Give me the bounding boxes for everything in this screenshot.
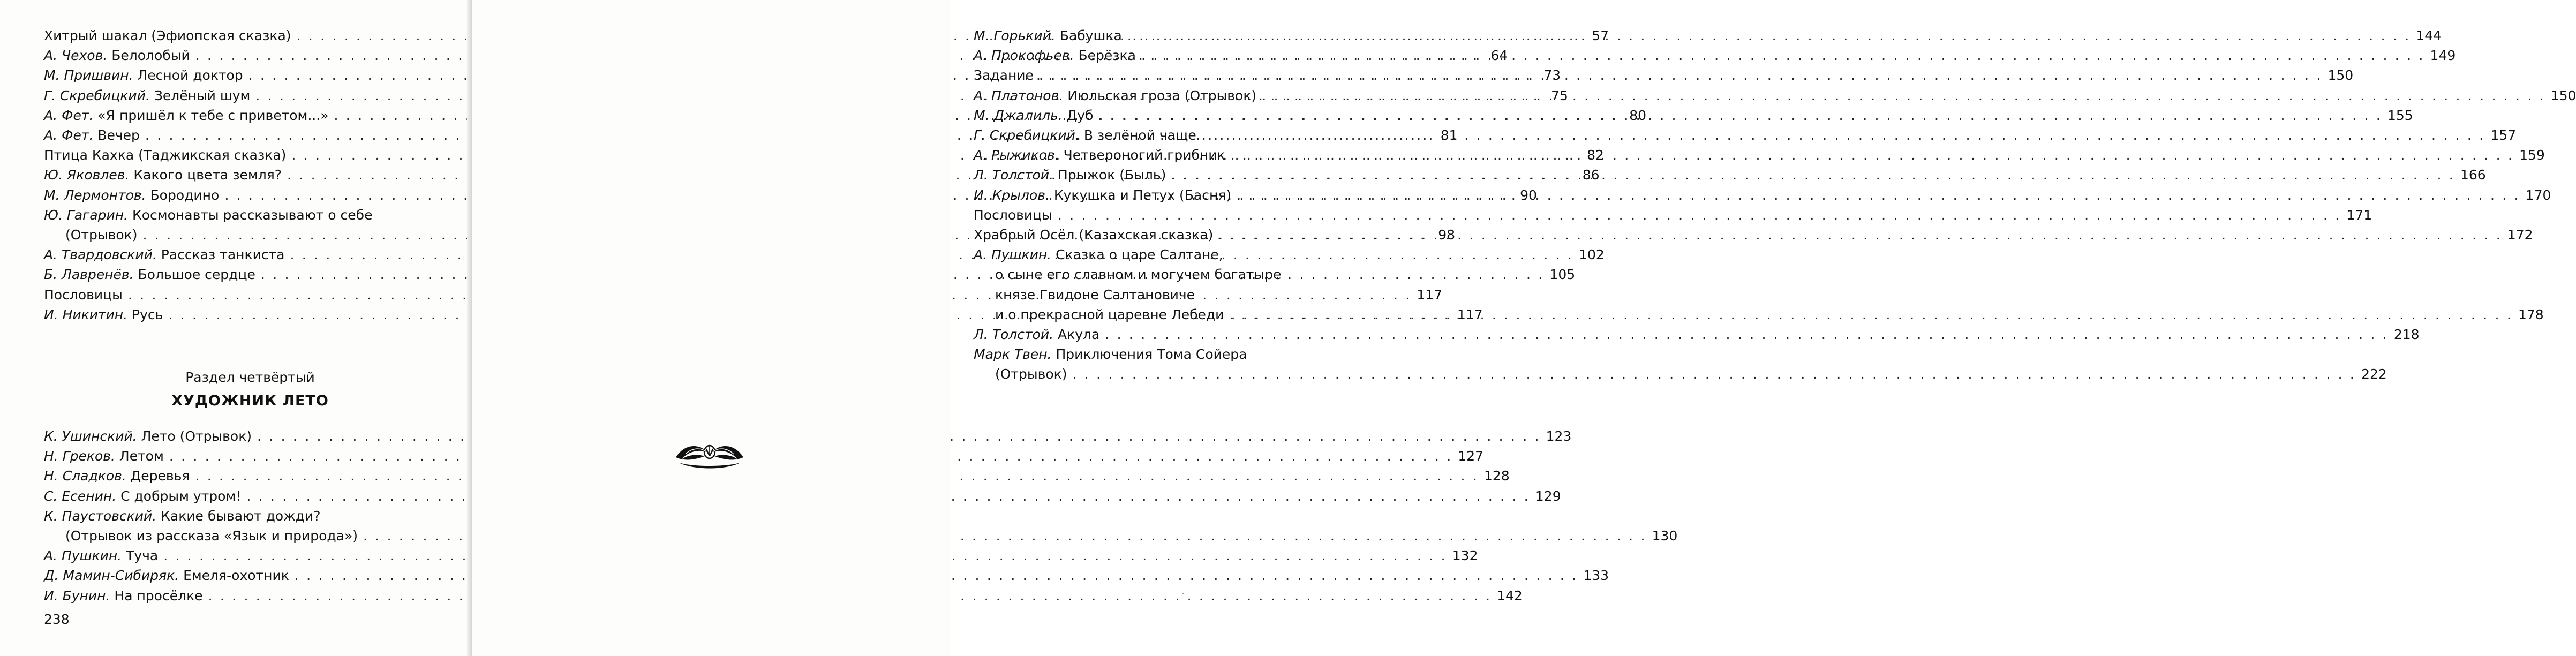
toc-entry-line: [44, 446, 1484, 466]
entry-title-text: Задание: [974, 67, 1034, 84]
dot-leader: [1202, 125, 2485, 145]
entry-title-text: В зелёной чаще: [1083, 127, 1196, 144]
toc-entry-line: [974, 245, 1390, 265]
entry-title: [44, 486, 241, 506]
entry-title: [44, 546, 158, 565]
entry-author: А. Пушкин.: [974, 247, 1052, 263]
entry-title: [974, 225, 1213, 245]
entry-title: [44, 165, 282, 185]
entry-title: [44, 446, 164, 466]
entry-title-text: Лесной доктор: [137, 67, 243, 84]
entry-title: [44, 26, 291, 46]
dot-leader: [1237, 185, 2520, 205]
entry-author: А. Фет.: [44, 107, 94, 123]
toc-entry-line: [44, 426, 1572, 446]
toc-entry-line: [44, 565, 1609, 585]
entry-title-text: Птица Кахка (Таджикская сказка): [44, 147, 287, 163]
entry-author: Д. Мамин-Сибиряк.: [44, 568, 179, 584]
entry-page-number: 105: [1549, 267, 1576, 283]
entry-page-number: 98: [1438, 227, 1456, 243]
entry-page-number: 150: [2550, 87, 2576, 103]
entry-page-number: 129: [1535, 488, 1561, 504]
entry-title-text: о сыне его славном и могучем богатыре: [995, 267, 1282, 283]
dot-leader: [1231, 145, 2514, 165]
entry-page-number: 75: [1551, 87, 1568, 103]
toc-entry-line: [44, 526, 1678, 546]
entry-title: [44, 265, 255, 284]
entry-title-text: Какого цвета земля?: [133, 167, 282, 183]
entry-page-number: 133: [1583, 568, 1609, 584]
toc-list-left-bottom: [44, 426, 1678, 606]
entry-title: [974, 185, 1231, 205]
entry-title: [44, 426, 252, 446]
entry-title: [974, 346, 1247, 362]
entry-title-text: Приключения Тома Сойера: [1056, 346, 1247, 363]
toc-entry: [44, 586, 1523, 606]
toc-entry-line: [974, 285, 1390, 305]
entry-page-number: 130: [1652, 528, 1678, 544]
entry-author: Б. Лавренёв.: [44, 267, 134, 283]
entry-title-text: Русь: [132, 306, 163, 322]
entry-page-number: 86: [1582, 167, 1600, 183]
entry-title: [44, 565, 289, 585]
toc-entry-line: [44, 486, 1561, 506]
entry-title: [44, 125, 140, 145]
entry-title: [974, 86, 1256, 105]
entry-author: С. Есенин.: [44, 488, 117, 504]
entry-title-text: Хитрый шакал (Эфиопская сказка): [44, 28, 291, 43]
entry-author: Л. Толстой.: [974, 327, 1054, 343]
toc-entry: [44, 506, 1678, 546]
entry-title-text: Лето (Отрывок): [141, 428, 252, 444]
entry-author: И. Бунин.: [44, 587, 110, 604]
toc-entry-line: [44, 205, 456, 225]
toc-entry: [974, 344, 2387, 384]
entry-title-text: С добрым утром!: [120, 488, 242, 504]
entry-title-text: Кукушка и Петух (Басня): [1053, 187, 1232, 203]
toc-entry-line: [974, 364, 2387, 384]
entry-title: [974, 65, 1034, 85]
entry-title: [44, 285, 123, 305]
entry-title-text: Рассказ танкиста: [161, 247, 285, 263]
entry-title: [974, 125, 1196, 145]
entry-page-number: 170: [2525, 187, 2551, 203]
entry-author: К. Ушинский.: [44, 428, 137, 444]
entry-title-text: и о прекрасной царевне Лебеди: [995, 306, 1224, 322]
entry-title-text: Зелёный шум: [154, 87, 251, 103]
entry-author: Г. Скребицкий.: [44, 87, 150, 103]
entry-title: [44, 145, 286, 165]
entry-title-text: Храбрый Осёл (Казахская сказка): [974, 227, 1214, 243]
section-title: ХУДОЖНИК ЛЕТО: [171, 393, 329, 409]
entry-title-text: Берёзка: [1078, 48, 1136, 64]
entry-page-number: 82: [1587, 147, 1604, 163]
entry-author: Г. Скребицкий.: [974, 127, 1080, 144]
entry-title: [44, 105, 329, 125]
entry-page-number: 81: [1440, 127, 1458, 144]
entry-page-number: 178: [2518, 306, 2544, 322]
entry-page-number: 64: [1490, 48, 1508, 64]
entry-author: М. Лермонтов.: [44, 187, 146, 203]
entry-title-text: Емеля-охотник: [183, 568, 289, 584]
entry-author: Н. Сладков.: [44, 468, 126, 484]
entry-page-number: 123: [1546, 428, 1572, 444]
toc-entry-line: [44, 586, 1523, 606]
entry-title-text: (Отрывок из рассказа «Язык и природа»): [65, 528, 358, 544]
toc-entry-line: [44, 546, 1478, 565]
print-speck: [1182, 593, 1184, 594]
entry-title-text: Акула: [1058, 327, 1100, 343]
entry-page-number: 132: [1452, 548, 1478, 564]
entry-page-number: 73: [1543, 67, 1561, 84]
dot-leader: [1039, 65, 2323, 85]
entry-title: [974, 26, 1122, 46]
entry-page-number: 128: [1484, 468, 1510, 484]
dot-leader: [1098, 105, 2382, 125]
entry-author: Н. Греков.: [44, 448, 115, 464]
entry-title-text: Космонавты рассказывают о себе: [132, 207, 373, 223]
entry-author: А. Твардовский.: [44, 247, 157, 263]
entry-author: А. Чехов.: [44, 48, 108, 64]
entry-title: [974, 46, 1136, 65]
scroll-ornament-icon: [674, 438, 745, 469]
toc-entry-line: [974, 325, 2420, 344]
entry-title-text: Большое сердце: [138, 267, 255, 283]
entry-title: [44, 245, 285, 265]
entry-page-number: 150: [2328, 67, 2354, 84]
toc-entry-line: [44, 466, 1510, 486]
entry-title: [974, 247, 1223, 262]
entry-page-number: 127: [1458, 448, 1484, 464]
entry-author: К. Паустовский.: [44, 508, 157, 524]
toc-entry: [974, 325, 2420, 344]
entry-page-number: 218: [2393, 327, 2420, 343]
entry-author: И. Никитин.: [44, 306, 128, 322]
entry-title-text: «Я пришёл к тебе с приветом...»: [97, 107, 329, 123]
entry-page-number: 80: [1629, 107, 1647, 123]
toc-entry: [974, 205, 2372, 225]
entry-page-number: 171: [2346, 207, 2372, 223]
entry-title: [974, 205, 1052, 225]
entry-title-text: Пословицы: [974, 207, 1052, 223]
dot-leader: [1229, 305, 2513, 325]
toc-entry-line: [974, 205, 2372, 225]
entry-title-text: Какие бывают дожди?: [161, 508, 321, 524]
entry-title: [974, 325, 1099, 344]
toc-entry-line: [974, 265, 1390, 284]
entry-title-text: Деревья: [130, 468, 190, 484]
entry-title: [974, 105, 1093, 125]
entry-title-text: Вечер: [97, 127, 140, 144]
entry-title-text: Летом: [119, 448, 164, 464]
toc-entry: [44, 466, 1510, 486]
entry-page-number: 117: [1417, 286, 1443, 303]
entry-title: [995, 287, 1195, 303]
page-number: 238: [44, 612, 70, 627]
dot-leader: [1058, 205, 2341, 225]
entry-author: Марк Твен.: [974, 346, 1052, 363]
dot-leader: [1127, 26, 2411, 46]
entry-title: [44, 586, 203, 606]
dot-leader: [1262, 86, 2545, 105]
entry-author: А. Рыжиков.: [974, 147, 1059, 163]
entry-author: Ю. Гагарин.: [44, 207, 128, 223]
entry-title-text: Июльская гроза (Отрывок): [1067, 87, 1257, 103]
dot-leader: [1105, 325, 2389, 344]
entry-title: [44, 207, 372, 223]
entry-author: Л. Толстой.: [974, 167, 1054, 183]
entry-author: М. Джалиль.: [974, 107, 1063, 123]
entry-page-number: 149: [2430, 48, 2456, 64]
entry-author: И. Крылов.: [974, 187, 1050, 203]
entry-title: [44, 466, 190, 486]
toc-entry-line: [974, 344, 1390, 364]
entry-author: М. Горький.: [974, 28, 1056, 43]
entry-author: А. Платонов.: [974, 87, 1064, 103]
entry-page-number: 166: [2460, 167, 2486, 183]
entry-page-number: 144: [2416, 28, 2442, 43]
entry-title: [995, 267, 1281, 282]
toc-entry: [44, 546, 1478, 565]
entry-title: [44, 185, 219, 205]
entry-title-text: На просёлке: [114, 587, 203, 604]
entry-title-text: Прыжок (Быль): [1058, 167, 1166, 183]
toc-entry: [44, 426, 1572, 446]
entry-page-number: 222: [2361, 366, 2387, 382]
entry-title: [44, 86, 250, 105]
entry-title: [995, 305, 1224, 325]
entry-page-number: 57: [1592, 28, 1609, 43]
entry-author: А. Фет.: [44, 127, 94, 144]
toc-entry-line: [44, 506, 456, 526]
entry-page-number: 172: [2507, 227, 2533, 243]
entry-title: [974, 165, 1166, 185]
entry-title: [65, 225, 138, 245]
entry-title: [44, 305, 163, 325]
dot-leader: [1171, 165, 2455, 185]
entry-title-text: Четвероногий грибник: [1063, 147, 1225, 163]
toc-entry: [44, 565, 1609, 585]
entry-page-number: 155: [2387, 107, 2413, 123]
entry-title: [44, 65, 243, 85]
entry-title-text: Пословицы: [44, 286, 123, 303]
entry-author: А. Прокофьев.: [974, 48, 1074, 64]
entry-title-text: (Отрывок): [995, 366, 1067, 382]
dot-leader: [1218, 225, 2502, 245]
entry-page-number: 102: [1579, 247, 1605, 263]
entry-title: [44, 46, 190, 65]
entry-title-text: Сказка о царе Салтане,: [1056, 247, 1223, 263]
entry-title: [995, 364, 1067, 384]
entry-author: А. Пушкин.: [44, 548, 122, 564]
entry-title-text: князе Гвидоне Салтановиче: [995, 286, 1195, 303]
entry-title-text: Дуб: [1066, 107, 1094, 123]
dot-leader: [1073, 364, 2356, 384]
toc-entry: [44, 446, 1484, 466]
section-label: Раздел четвёртый: [185, 370, 315, 385]
entry-title-text: Туча: [126, 548, 159, 564]
entry-page-number: 90: [1520, 187, 1537, 203]
entry-page-number: 142: [1497, 587, 1523, 604]
entry-title-text: (Отрывок): [65, 227, 138, 243]
entry-page-number: 157: [2490, 127, 2517, 144]
entry-title: [974, 145, 1225, 165]
entry-page-number: 159: [2519, 147, 2545, 163]
entry-title: [65, 526, 358, 546]
entry-page-number: 117: [1457, 306, 1483, 322]
entry-author: Ю. Яковлев.: [44, 167, 130, 183]
entry-author: М. Пришвин.: [44, 67, 133, 84]
entry-title-text: Бородино: [150, 187, 220, 203]
entry-title-text: Белолобый: [111, 48, 190, 64]
dot-leader: [1141, 46, 2425, 65]
entry-title-text: Бабушка: [1059, 28, 1122, 43]
entry-title: [44, 508, 321, 524]
toc-entry: [44, 486, 1561, 506]
